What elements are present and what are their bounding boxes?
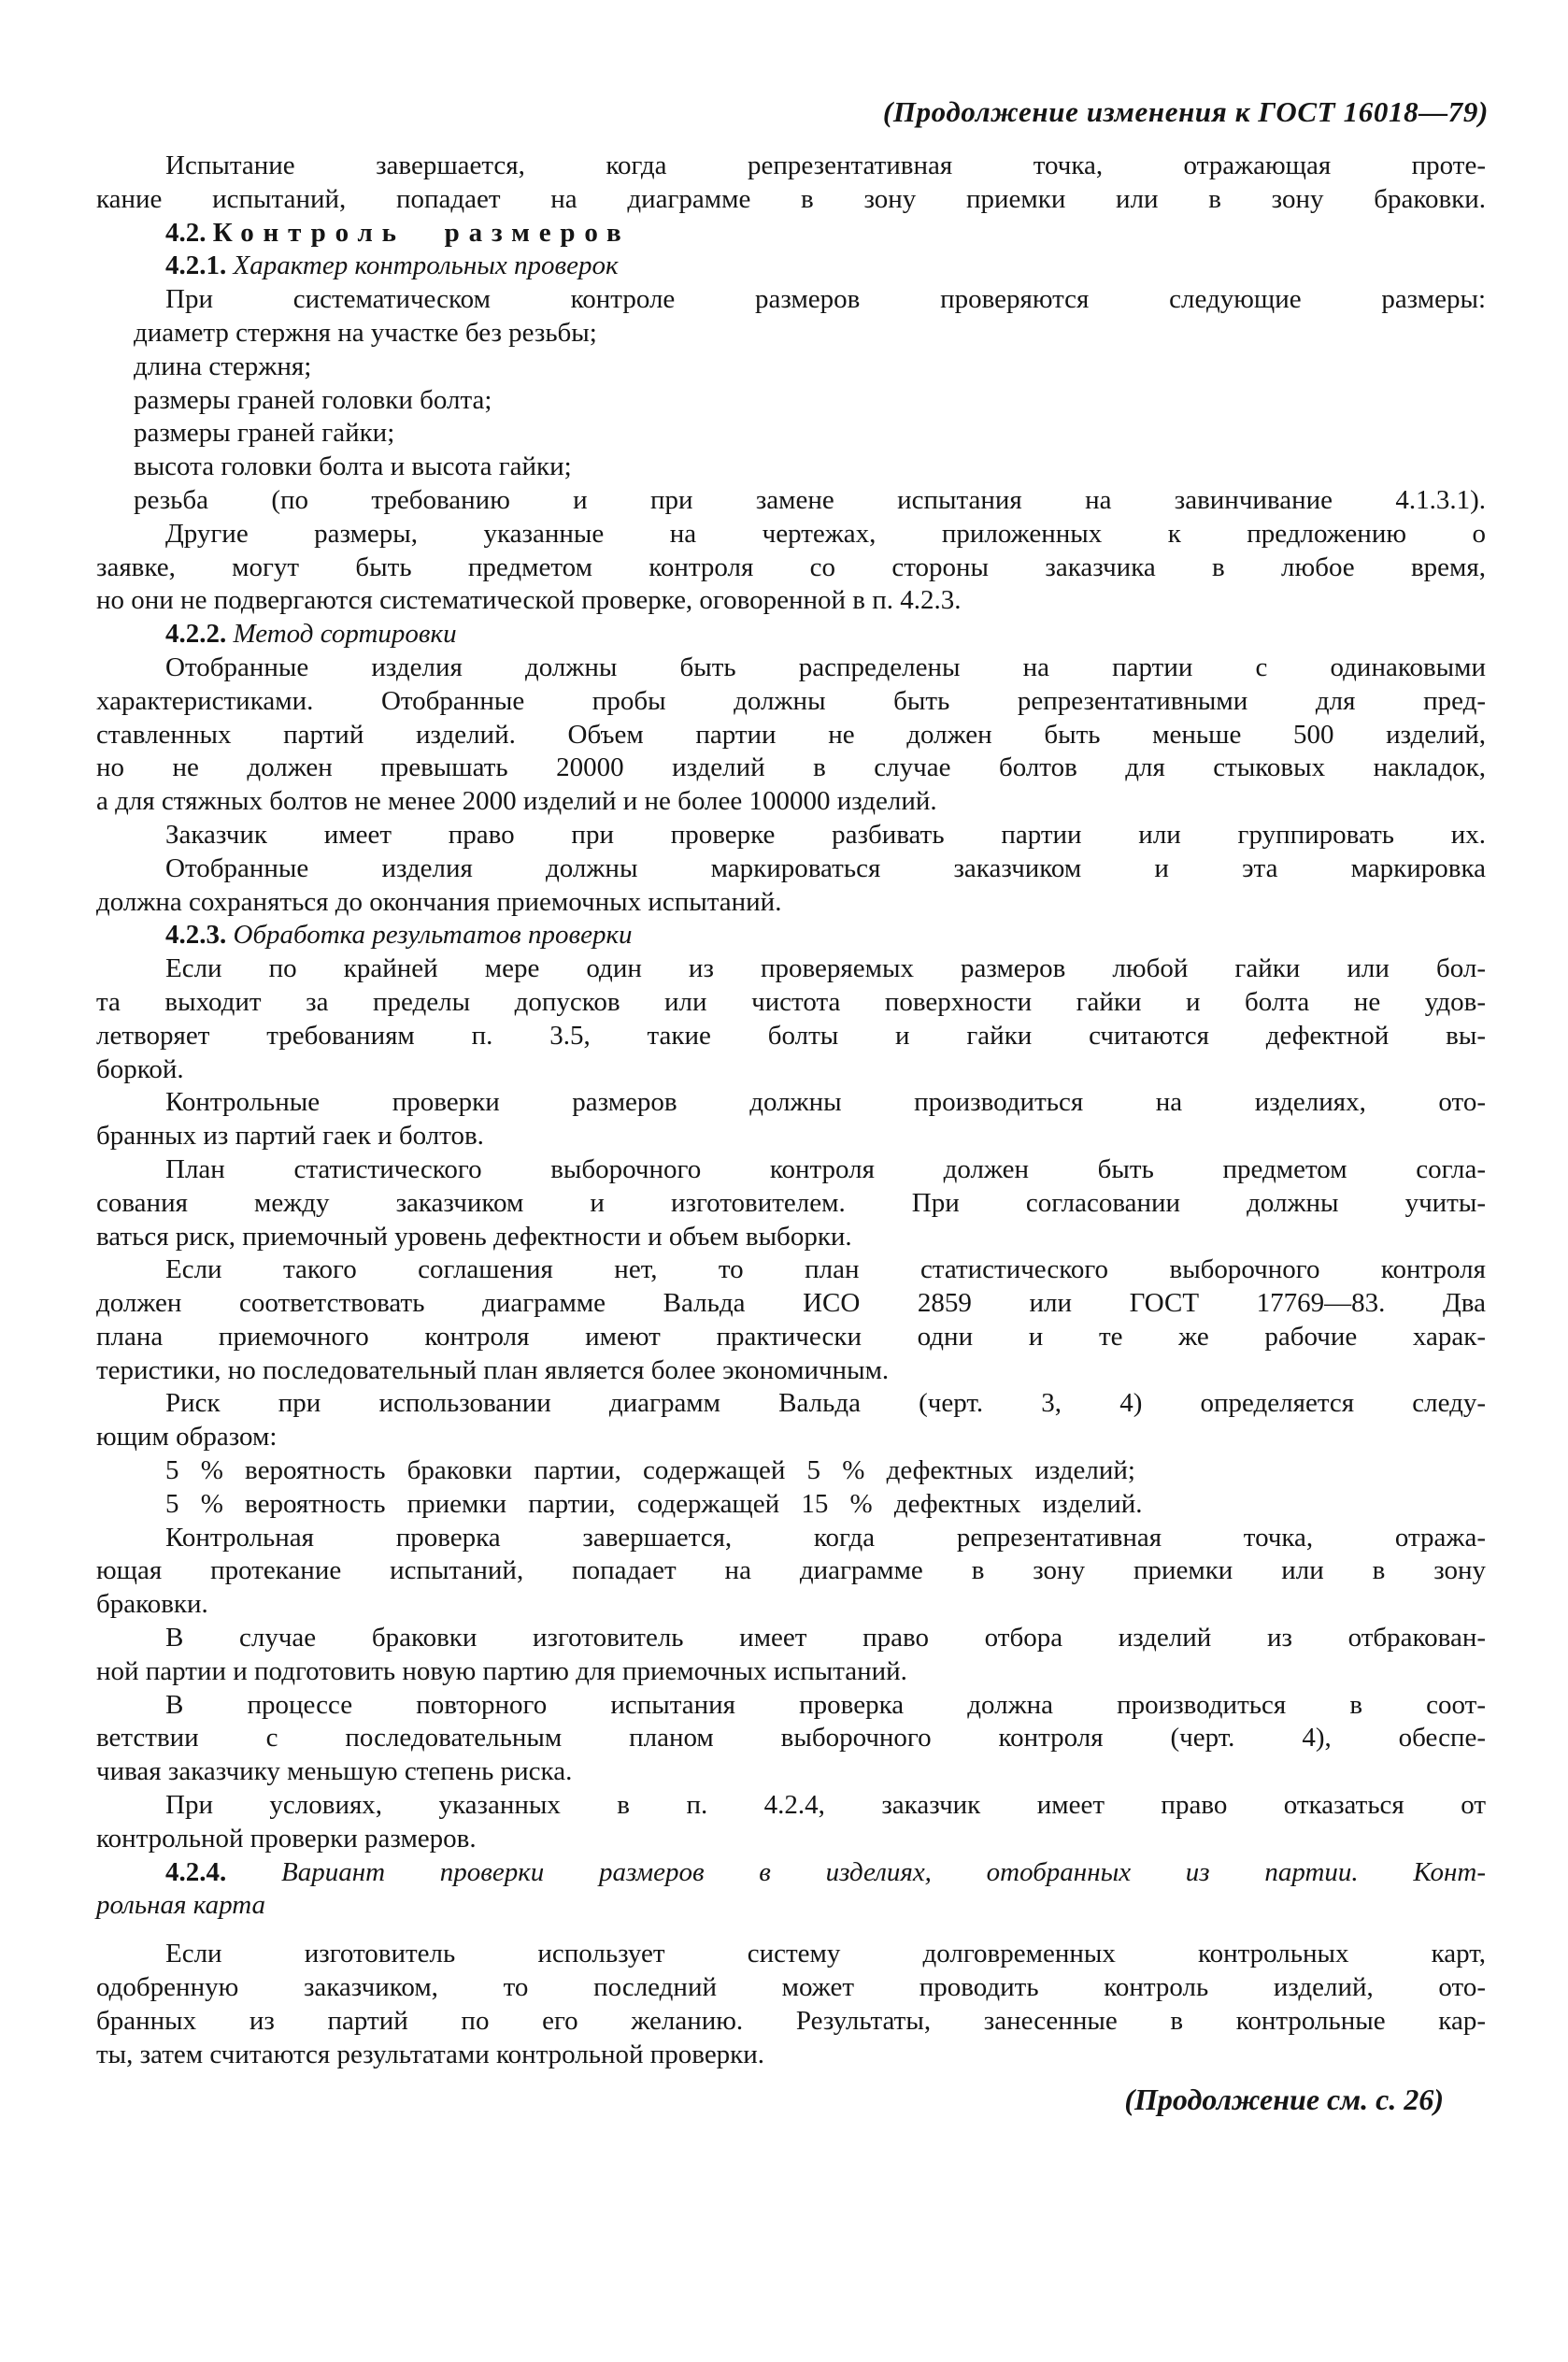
clause-number: 4.2.2. [165,619,234,650]
text-line: При условиях, указанных в п. 4.2.4, заказчик имеет право отказаться от [165,1790,1486,1821]
text-line: Контрольные проверки размеров должны производиться на изделиях, ото- [165,1087,1486,1118]
clause-title: Характер контрольных проверок [233,251,619,281]
text-line: Испытание завершается, когда репрезентативная точка, отражающая проте- [165,150,1486,180]
clause-heading-line [96,217,1486,251]
text-line: боркой. [96,1053,184,1084]
text-line: В процессе повторного испытания проверка должна производиться в соот- [165,1689,1486,1720]
text-line: сования между заказчиком и изготовителем. При согласовании должны учиты- [96,1187,1486,1218]
text-line: кание испытаний, попадает на диаграмме в зону приемки или в зону браковки. [96,183,1486,214]
text-line: но они не подвергаются систематической проверке, оговоренной в п. 4.2.3. [96,585,962,616]
text-line: чивая заказчику меньшую степень риска. [96,1756,573,1787]
clause-heading-line [96,1856,1486,1890]
clause-number: 4.2. [165,217,213,248]
text-line: 5 % вероятность приемки партии, содержащей 15 % дефектных изделий. [165,1488,1143,1519]
clause-title: Обработка результатов проверки [233,920,633,951]
clause-title: Контроль размеров [212,217,631,248]
text-line: браковки. [96,1589,208,1620]
continuation-note: (Продолжение см. с. 26) [1124,2083,1444,2116]
page-header: (Продолжение изменения к ГОСТ 16018—79) [882,95,1489,128]
text-line: ставленных партий изделий. Объем партии не должен быть меньше 500 изделий, [96,719,1486,750]
text-line: но не должен превышать 20000 изделий в случае болтов для стыковых накладок, [96,752,1486,783]
text-line: Контрольная проверка завершается, когда репрезентативная точка, отража- [165,1522,1486,1553]
text-line: ющая протекание испытаний, попадает на диаграмме в зону приемки или в зону [96,1555,1486,1586]
text-line: Если такого соглашения нет, то план статистического выборочного контроля [165,1254,1486,1285]
text-line: заявке, могут быть предметом контроля со стороны заказчика в любое время, [96,551,1486,582]
text-line: В случае браковки изготовитель имеет право отбора изделий из отбракован- [165,1623,1486,1653]
clause-heading-line [96,250,1486,283]
text-line: одобренную заказчиком, то последний может проводить контроль изделий, ото- [96,1972,1486,2003]
paragraph-spacer [96,1923,1486,1938]
text-line: резьба (по требованию и при замене испытания на завинчивание 4.1.3.1). [134,484,1486,515]
text-line: контрольной проверки размеров. [96,1823,477,1854]
text-line: Заказчик имеет право при проверке разбивать партии или группировать их. [165,819,1486,850]
text-block [96,150,1486,2071]
clause-heading-line [96,618,1486,651]
text-line: размеры граней головки болта; [134,384,492,415]
text-line: летворяет требованиям п. 3.5, такие болты и гайки считаются дефектной вы- [96,1020,1486,1051]
text-line: ветствии с последовательным планом выборочного контроля (черт. 4), обеспе- [96,1723,1486,1754]
text-line: Риск при использовании диаграмм Вальда (черт. 3, 4) определяется следу- [165,1388,1486,1419]
clause-heading-line [96,919,1486,952]
text-line: Если по крайней мере один из проверяемых размеров любой гайки или бол- [165,953,1486,984]
clause-number: 4.2.1. [165,251,234,281]
text-line: ты, затем считаются результатами контрольной проверки. [96,2039,765,2069]
text-line: та выходит за пределы допусков или чистота поверхности гайки и болта не удов- [96,986,1486,1017]
text-line: Другие размеры, указанные на чертежах, приложенных к предложению о [165,518,1486,549]
text-line: плана приемочного контроля имеют практически одни и те же рабочие харак- [96,1321,1486,1352]
text-line: высота головки болта и высота гайки; [134,451,572,482]
text-line: рольная карта [96,1890,265,1921]
text-line: длина стержня; [134,351,312,381]
text-line: диаметр стержня на участке без резьбы; [134,317,597,348]
clause-title: Метод сортировки [233,619,457,650]
text-line: бранных из партий по его желанию. Результаты, занесенные в контрольные кар- [96,2005,1486,2036]
text-line: Если изготовитель использует систему долговременных контрольных карт, [165,1939,1486,1969]
text-line: ющим образом: [96,1422,278,1453]
text-line: а для стяжных болтов не менее 2000 изделий и не более 100000 изделий. [96,786,937,817]
text-line: 5 % вероятность браковки партии, содержащей 5 % дефектных изделий; [165,1455,1135,1486]
text-line: должен соответствовать диаграмме Вальда ИСО 2859 или ГОСТ 17769—83. Два [96,1288,1486,1319]
text-line: Отобранные изделия должны быть распределены на партии с одинаковыми [165,651,1486,682]
text-line: должна сохраняться до окончания приемочных испытаний. [96,886,782,917]
text-line: При систематическом контроле размеров проверяются следующие размеры: [165,284,1486,315]
text-line: ной партии и подготовить новую партию для приемочных испытаний. [96,1655,907,1686]
text-line: ваться риск, приемочный уровень дефектности и объем выборки. [96,1221,852,1252]
text-line: Отобранные изделия должны маркироваться заказчиком и эта маркировка [165,852,1486,883]
text-line: План статистического выборочного контроля должен быть предметом согла- [165,1153,1486,1184]
text-line: характеристиками. Отобранные пробы должны быть репрезентативными для пред- [96,685,1486,716]
clause-number: 4.2.3. [165,920,234,951]
text-line: бранных из партий гаек и болтов. [96,1121,484,1152]
clause-title: Вариант проверки размеров в изделиях, отобранных из партии. Конт- [280,1856,1487,1887]
text-line: размеры граней гайки; [134,418,395,449]
text-line: теристики, но последовательный план является более экономичным. [96,1354,890,1385]
clause-number: 4.2.4. [165,1856,281,1887]
